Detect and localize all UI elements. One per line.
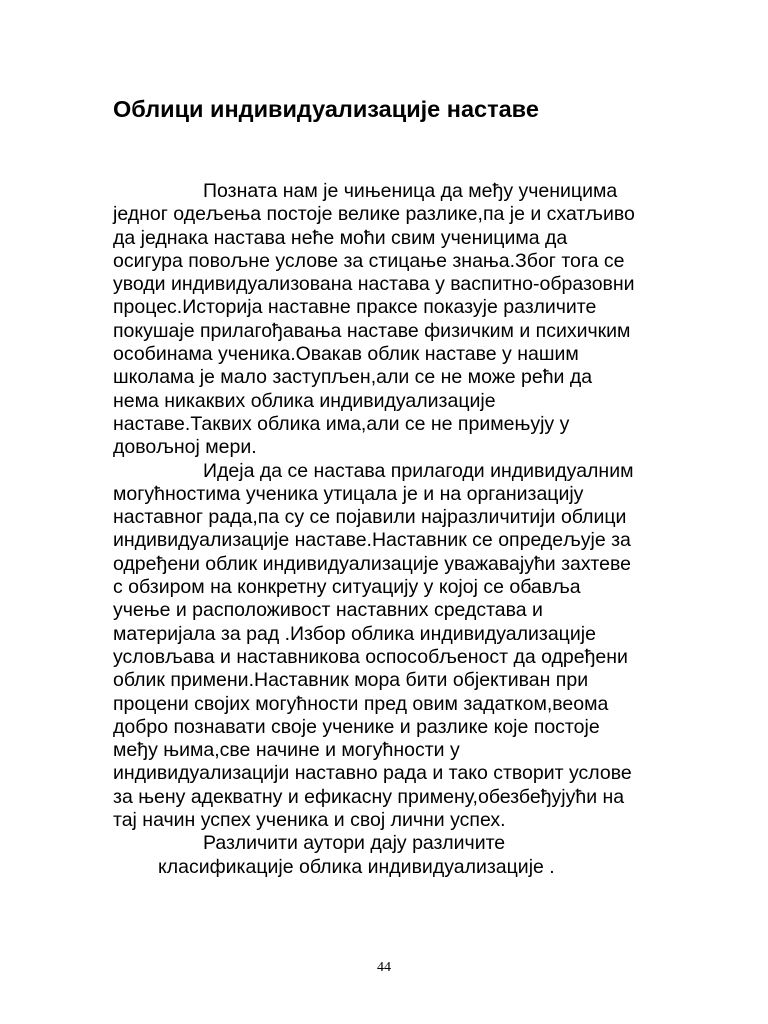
paragraph-line: учење и расположивост наставних средстава и xyxy=(113,599,543,622)
paragraph-line: међу њима,све начине и могућности у xyxy=(113,739,460,762)
paragraph-line: Позната нам је чињеница да међу ученицима xyxy=(203,180,618,202)
paragraph-line: тај начин успех ученика и свој лични успех. xyxy=(113,809,506,832)
paragraph-line: осигура повољне услове за стицање знања.Због тога се xyxy=(113,249,625,272)
paragraph-line: довољној мери. xyxy=(113,436,257,459)
paragraph-line: могућностима ученика утицала је и на организацију xyxy=(113,482,584,505)
paragraph-line: индивидуализацији наставно рада и тако створит услове xyxy=(113,762,632,785)
paragraph-line: покушаје прилагођавања наставе физичким и психичким xyxy=(113,319,631,342)
paragraph-line: класификације облика индивидуализације . xyxy=(158,855,555,878)
paragraph-line: да једнака настава неће моћи свим ученицима да xyxy=(113,226,568,249)
paragraph-line: Различити аутори дају различите xyxy=(203,832,506,855)
document-body xyxy=(113,180,673,879)
paragraph-line: наставног рада,па су се појавили најразличитији облици xyxy=(113,506,627,529)
paragraph-1 xyxy=(113,180,673,460)
paragraph-line: уводи индивидуализована настава у васпитно-образовни xyxy=(113,273,635,296)
paragraph-line: процени својих могућности пред овим задатком,веома xyxy=(113,692,609,715)
paragraph-line: материјала за рад .Избор облика индивидуализације xyxy=(113,622,596,645)
paragraph-line: Идеја да се настава прилагоди индивидуалним xyxy=(203,459,634,482)
paragraph-line: процес.Историја наставне праксе показује различите xyxy=(113,296,597,319)
paragraph-line: добро познавати своје ученике и разлике које постоје xyxy=(113,715,600,738)
paragraph-line: с обзиром на конкретну ситуацију у којој се обавља xyxy=(113,576,581,599)
paragraph-line: нема никаквих облика индивидуализације xyxy=(113,389,496,412)
paragraph-line: облик примени.Наставник мора бити објективан при xyxy=(113,669,589,692)
paragraph-2 xyxy=(113,460,673,833)
paragraph-line: једног одељења постоје велике разлике,па је и схатљиво xyxy=(113,203,635,226)
paragraph-line: одређени облик индивидуализације уважавајући захтеве xyxy=(113,552,631,575)
paragraph-3 xyxy=(113,832,673,879)
paragraph-line: условљава и наставникова оспособљеност да одређени xyxy=(113,645,628,668)
document-title: Облици индивидуализације наставе xyxy=(113,96,539,122)
paragraph-line: индивидуализације наставе.Наставник се опредељује за xyxy=(113,529,631,552)
paragraph-line: особинама ученика.Овакав облик наставе у нашим xyxy=(113,343,579,366)
paragraph-line: школама је мало заступљен,али се не може рећи да xyxy=(113,366,593,389)
page-number: 44 xyxy=(377,960,391,975)
paragraph-line: за њену адекватну и ефикасну примену,обезбеђујући на xyxy=(113,785,625,808)
paragraph-line: наставе.Таквих облика има,али се не примењују у xyxy=(113,412,570,435)
